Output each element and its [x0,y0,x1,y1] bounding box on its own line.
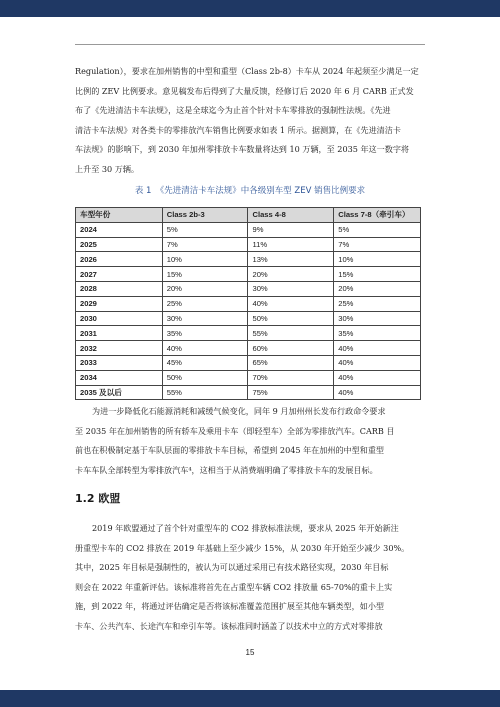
paragraph-carb-regulation [75,62,427,179]
model-year-cell: 2030 [76,311,163,326]
percentage-cell: 40% [248,296,334,311]
percentage-cell: 30% [334,311,421,326]
table-row [76,281,421,296]
percentage-cell: 15% [334,267,421,282]
table-row [76,385,421,400]
table-row [76,296,421,311]
model-year-cell: 2034 [76,370,163,385]
percentage-cell: 70% [248,370,334,385]
table-row [76,370,421,385]
percentage-cell: 5% [334,222,421,237]
table-row [76,237,421,252]
table-row [76,267,421,282]
text-line: 卡车、公共汽车、长途汽车和牵引车等。该标准同时涵盖了以技术中立的方式对零排放 [75,620,383,631]
text-line: 比例的 ZEV 比例要求。意见稿发布后得到了大量反馈，经修订后 2020 年 6 月 CARB 正式发 [75,85,414,96]
text-line: 为进一步降低化石能源消耗和减缓气候变化，同年 9 月加州州长发布行政命令要求 [92,406,386,416]
percentage-cell: 20% [248,267,334,282]
percentage-cell: 11% [248,237,334,252]
text-line: 则会在 2022 年重新评估。该标准将首先在占重型车辆 CO2 排放量 65-70%的重卡上实 [75,581,393,592]
zev-sales-table [75,207,421,400]
bottom-color-band [0,690,500,707]
table-row [76,311,421,326]
text-line: 车法规》的影响下，到 2030 年加州零排放卡车数量将达到 10 万辆，至 2035 年这一数字将 [75,144,410,154]
percentage-cell: 50% [162,370,248,385]
text-line: 布了《先进清洁卡车法规》，这是全球迄今为止首个针对卡车零排放的强制性法规。《先进 [75,105,391,115]
text-line: 2019 年欧盟通过了首个针对重型车的 CO2 排放标准法规，要求从 2025 年开始新注 [92,523,399,533]
percentage-cell: 25% [334,296,421,311]
percentage-cell: 20% [334,281,421,296]
table-row [76,222,421,237]
percentage-cell: 5% [162,222,248,237]
percentage-cell: 10% [334,252,421,267]
table-row [76,326,421,341]
model-year-cell: 2027 [76,267,163,282]
percentage-cell: 7% [162,237,248,252]
paragraph-eu-co2-standard [75,519,427,636]
percentage-cell: 40% [162,341,248,356]
page-number: 15 [245,648,255,657]
section-title: 欧盟 [98,492,121,505]
table-row [76,341,421,356]
section-heading [75,490,120,506]
section-number: 1.2 [75,492,95,505]
model-year-cell: 2028 [76,281,163,296]
text-line: 施，到 2022 年，将通过评估确定是否将该标准覆盖范围扩展至其他车辆类型，如小型 [75,601,385,611]
model-year-cell: 2035 及以后 [76,385,163,400]
percentage-cell: 40% [334,341,421,356]
column-header: 车型年份 [76,208,163,223]
percentage-cell: 40% [334,370,421,385]
percentage-cell: 30% [162,311,248,326]
percentage-cell: 60% [248,341,334,356]
text-line: 上升至 30 万辆。 [75,163,140,174]
text-line: 前也在积极制定基于车队层面的零排放卡车目标，希望到 2045 年在加州的中型和重型 [75,445,385,455]
model-year-cell: 2029 [76,296,163,311]
percentage-cell: 65% [248,355,334,370]
percentage-cell: 7% [334,237,421,252]
header-rule [75,44,425,45]
percentage-cell: 55% [248,326,334,341]
percentage-cell: 55% [162,385,248,400]
table-row [76,355,421,370]
model-year-cell: 2033 [76,355,163,370]
percentage-cell: 9% [248,222,334,237]
column-header: Class 4-8 [248,208,334,223]
text-line: 清洁卡车法规》对各类卡的零排放汽车销售比例要求如表 1 所示。据测算，在《先进清洁卡 [75,124,401,135]
paragraph-california-executive-order [75,402,427,480]
model-year-cell: 2024 [76,222,163,237]
percentage-cell: 10% [162,252,248,267]
percentage-cell: 15% [162,267,248,282]
table-caption: 表 1 《先进清洁卡车法规》中各级别车型 ZEV 销售比例要求 [134,186,366,196]
percentage-cell: 40% [334,355,421,370]
percentage-cell: 30% [248,281,334,296]
model-year-cell: 2026 [76,252,163,267]
column-header: Class 7-8（牵引车） [334,208,421,223]
top-color-band [0,0,500,17]
model-year-cell: 2032 [76,341,163,356]
percentage-cell: 20% [162,281,248,296]
model-year-cell: 2031 [76,326,163,341]
percentage-cell: 50% [248,311,334,326]
table-header-row [76,208,421,223]
percentage-cell: 35% [334,326,421,341]
model-year-cell: 2025 [76,237,163,252]
column-header: Class 2b-3 [162,208,248,223]
percentage-cell: 25% [162,296,248,311]
percentage-cell: 40% [334,385,421,400]
table-row [76,252,421,267]
percentage-cell: 75% [248,385,334,400]
text-line: 至 2035 年在加州销售的所有轿车及乘用卡车（即轻型车）全部为零排放汽车。CARB 目 [75,425,395,436]
percentage-cell: 13% [248,252,334,267]
percentage-cell: 45% [162,355,248,370]
text-line: Regulation），要求在加州销售的中型和重型（Class 2b-8）卡车从 2024 年起须至少满足一定 [75,66,419,76]
percentage-cell: 35% [162,326,248,341]
text-line: 其中，2025 年目标是强制性的，被认为可以通过采用已有技术路径实现，2030 年目标 [75,562,389,572]
text-line: 卡车车队全部转型为零排放汽车⁴，这相当于从消费端明确了零排放卡车的发展目标。 [75,464,378,475]
text-line: 册重型卡车的 CO2 排放在 2019 年基础上至少减少 15%，从 2030 年开始至少减少 30%。 [75,542,410,553]
